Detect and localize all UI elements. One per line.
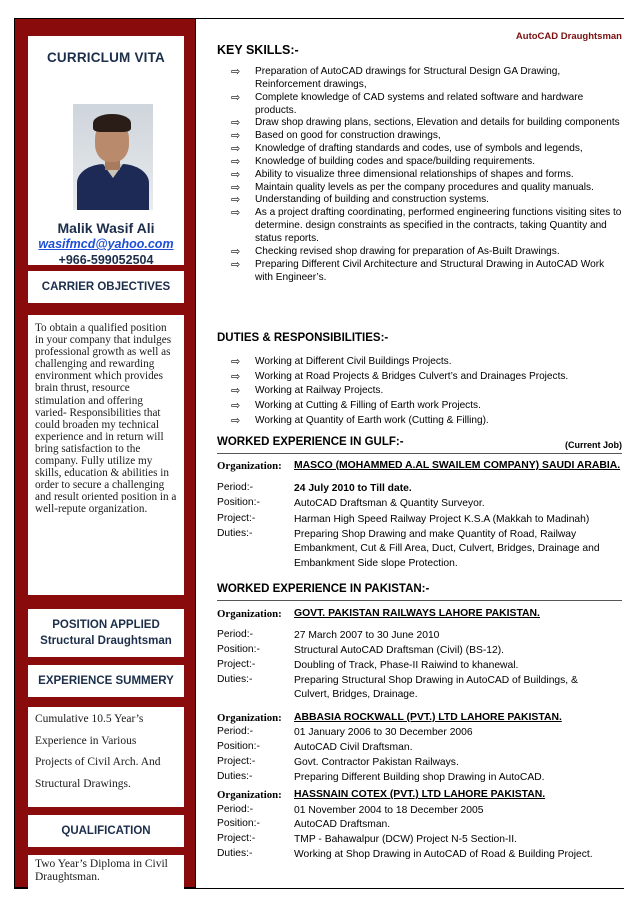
experience-line: Cumulative 10.5 Year’s bbox=[35, 713, 144, 725]
duties-heading: DUTIES & RESPONSIBILITIES:- bbox=[217, 332, 389, 344]
period-value: 01 January 2006 to 30 December 2006 bbox=[294, 727, 473, 738]
experience-line: Experience in Various bbox=[35, 734, 137, 747]
project-label: Project:- bbox=[217, 513, 256, 524]
period-label: Period:- bbox=[217, 629, 254, 640]
checkmark-arrow-icon: ⇨ bbox=[231, 194, 241, 207]
list-item: ⇨ Draw shop drawing plans, sections, Elevation and details for building components bbox=[231, 117, 620, 130]
position-value: Structural AutoCAD Draftsman (Civil) (BS-12). bbox=[294, 645, 504, 656]
checkmark-arrow-icon: ⇨ bbox=[231, 91, 241, 104]
list-item: ⇨ Understanding of building and construction systems. bbox=[231, 194, 489, 207]
qualification-heading-panel bbox=[28, 815, 184, 847]
organization-name: MASCO (MOHAMMED A.AL SWAILEM COMPANY) SAUDI ARABIA. bbox=[294, 460, 621, 471]
project-value: Govt. Contractor Pakistan Railways. bbox=[294, 757, 459, 768]
list-item: ⇨ Checking revised shop drawing for preparation of As-Built Drawings. bbox=[231, 245, 560, 258]
gulf-experience-heading: WORKED EXPERIENCE IN GULF:- bbox=[217, 436, 404, 448]
objectives-panel bbox=[28, 315, 184, 595]
organization-name: ABBASIA ROCKWALL (PVT.) LTD LAHORE PAKISTAN. bbox=[294, 712, 562, 723]
checkmark-arrow-icon: ⇨ bbox=[231, 400, 241, 413]
experience-heading-panel bbox=[28, 665, 184, 697]
project-value: Harman High Speed Railway Project K.S.A (Makkah to Madinah) bbox=[294, 514, 590, 525]
project-label: Project:- bbox=[217, 756, 256, 767]
phone-number: +966-599052504 bbox=[58, 253, 154, 267]
list-item: ⇨ As a project drafting coordinating, performed engineering functions visiting sites to determine. design constraints as specified in the contracts, taking Quantity and status reports. bbox=[231, 207, 622, 244]
list-item: ⇨ Knowledge of drafting standards and codes, use of symbols and legends, bbox=[231, 143, 583, 156]
duties-value: Preparing Shop Drawing and make Quantity of Road, Railway Embankment, Cut & Fill Area, Duct, Culvert, Bridges, Drainage and Embankment Side slope Protection. bbox=[294, 529, 600, 569]
qualification-text: Two Year’s Diploma in Civil Draughtsman. bbox=[35, 858, 168, 883]
checkmark-arrow-icon: ⇨ bbox=[231, 117, 241, 130]
experience-line: Structural Drawings. bbox=[35, 777, 131, 790]
position-label: Position:- bbox=[217, 644, 260, 655]
duties-label: Duties:- bbox=[217, 771, 253, 782]
duties-list bbox=[217, 355, 622, 429]
period-value: 27 March 2007 to 30 June 2010 bbox=[294, 630, 440, 641]
project-label: Project:- bbox=[217, 659, 256, 670]
checkmark-arrow-icon: ⇨ bbox=[231, 66, 241, 78]
checkmark-arrow-icon: ⇨ bbox=[231, 155, 241, 168]
email-link[interactable]: wasifmcd@yahoo.com bbox=[38, 237, 174, 251]
checkmark-arrow-icon: ⇨ bbox=[231, 414, 241, 427]
position-value: AutoCAD Civil Draftsman. bbox=[294, 742, 413, 753]
position-value: AutoCAD Draftsman. bbox=[294, 819, 391, 830]
checkmark-arrow-icon: ⇨ bbox=[231, 370, 241, 383]
duties-value: Preparing Structural Shop Drawing in AutoCAD of Buildings, & Culvert, Bridges, Drainage. bbox=[294, 675, 578, 701]
profile-photo bbox=[73, 104, 153, 210]
organization-label: Organization: bbox=[217, 789, 282, 801]
section-divider bbox=[217, 600, 622, 601]
list-item: ⇨ Working at Different Civil Buildings Projects. bbox=[231, 356, 452, 368]
current-job-label: (Current Job) bbox=[565, 440, 622, 450]
position-label: Position:- bbox=[217, 818, 260, 829]
list-item: ⇨ Maintain quality levels as per the company procedures and quality manuals. bbox=[231, 181, 594, 194]
duties-value: Preparing Different Building shop Drawing in AutoCAD. bbox=[294, 772, 545, 783]
list-item: ⇨ Complete knowledge of CAD systems and related software and hardware products. bbox=[231, 91, 584, 116]
organization-label: Organization: bbox=[217, 712, 282, 724]
key-skills-heading: KEY SKILLS:- bbox=[217, 43, 299, 57]
list-item: ⇨ Working at Railway Projects. bbox=[231, 385, 384, 398]
organization-label: Organization: bbox=[217, 608, 282, 620]
period-value: 24 July 2010 to Till date. bbox=[294, 483, 412, 494]
job-title-tag: AutoCAD Draughtsman bbox=[515, 31, 622, 42]
organization-name: HASSNAIN COTEX (PVT.) LTD LAHORE PAKISTAN. bbox=[294, 789, 546, 800]
key-skills-list bbox=[217, 66, 622, 284]
project-value: Doubling of Track, Phase-II Raiwind to khanewal. bbox=[294, 660, 519, 671]
sidebar bbox=[14, 18, 196, 888]
checkmark-arrow-icon: ⇨ bbox=[231, 258, 241, 271]
position-value: AutoCAD Draftsman & Quantity Surveyor. bbox=[294, 498, 485, 509]
objectives-heading: CARRIER OBJECTIVES bbox=[41, 281, 171, 293]
duties-label: Duties:- bbox=[217, 528, 253, 539]
experience-heading: EXPERIENCE SUMMERY bbox=[38, 675, 174, 687]
list-item: ⇨ Working at Quantity of Earth work (Cutting & Filling). bbox=[231, 414, 489, 427]
profile-panel bbox=[28, 36, 184, 265]
period-label: Period:- bbox=[217, 482, 254, 493]
project-value: TMP - Bahawalpur (DCW) Project N-5 Section-II. bbox=[294, 834, 517, 845]
organization-label: Organization: bbox=[217, 460, 282, 472]
checkmark-arrow-icon: ⇨ bbox=[231, 245, 241, 258]
checkmark-arrow-icon: ⇨ bbox=[231, 207, 241, 220]
duties-label: Duties:- bbox=[217, 848, 253, 859]
checkmark-arrow-icon: ⇨ bbox=[231, 385, 241, 398]
list-item: ⇨ Knowledge of building codes and space/building requirements. bbox=[231, 155, 536, 168]
list-item: ⇨ Working at Road Projects & Bridges Culvert’s and Drainages Projects. bbox=[231, 370, 569, 383]
cv-title: CURRICLUM VITA bbox=[46, 50, 166, 65]
objectives-heading-panel bbox=[28, 271, 184, 303]
position-value: Structural Draughtsman bbox=[40, 635, 172, 647]
position-label: Position:- bbox=[217, 497, 260, 508]
objectives-text: To obtain a qualified position in your company that indulges professional growth as well as challenging and rewarding environment which provides brain thrust, resource stimulation and offering varied- Responsibilities that could broaden my technical experience and in return will bring satisfaction to the company. Fully utilize my skills, education & abilities in order to secure a challenging and result oriented position in a well-repute organization. bbox=[35, 322, 177, 516]
duties-value: Working at Shop Drawing in AutoCAD of Road & Building Project. bbox=[294, 849, 593, 860]
section-divider bbox=[217, 453, 622, 454]
position-heading: POSITION APPLIED bbox=[52, 619, 160, 631]
period-label: Period:- bbox=[217, 804, 254, 815]
list-item: ⇨ Preparing Different Civil Architecture and Structural Drawing in AutoCAD Work with Engineer’s. bbox=[231, 258, 605, 283]
candidate-name: Malik Wasif Ali bbox=[57, 220, 155, 236]
list-item: ⇨ Preparation of AutoCAD drawings for Structural Design GA Drawing, Reinforcement drawings, bbox=[231, 66, 561, 90]
organization-name: GOVT. PAKISTAN RAILWAYS LAHORE PAKISTAN. bbox=[294, 608, 540, 619]
checkmark-arrow-icon: ⇨ bbox=[231, 181, 241, 194]
experience-panel bbox=[28, 707, 184, 807]
list-item: ⇨ Working at Cutting & Filling of Earth work Projects. bbox=[231, 400, 481, 413]
checkmark-arrow-icon: ⇨ bbox=[231, 168, 241, 181]
experience-line: Projects of Civil Arch. And bbox=[35, 756, 161, 768]
checkmark-arrow-icon: ⇨ bbox=[231, 143, 241, 156]
period-label: Period:- bbox=[217, 726, 254, 737]
qualification-heading: QUALIFICATION bbox=[61, 825, 151, 837]
checkmark-arrow-icon: ⇨ bbox=[231, 130, 241, 143]
list-item: ⇨ Based on good for construction drawings, bbox=[231, 130, 441, 143]
position-panel bbox=[28, 609, 184, 657]
duties-label: Duties:- bbox=[217, 674, 253, 685]
pakistan-experience-heading: WORKED EXPERIENCE IN PAKISTAN:- bbox=[217, 583, 430, 595]
period-value: 01 November 2004 to 18 December 2005 bbox=[294, 805, 484, 816]
project-label: Project:- bbox=[217, 833, 256, 844]
qualification-panel bbox=[28, 855, 184, 889]
position-label: Position:- bbox=[217, 741, 260, 752]
list-item: ⇨ Ability to visualize three dimensional relationships of shapes and forms. bbox=[231, 168, 574, 181]
checkmark-arrow-icon: ⇨ bbox=[231, 356, 241, 368]
